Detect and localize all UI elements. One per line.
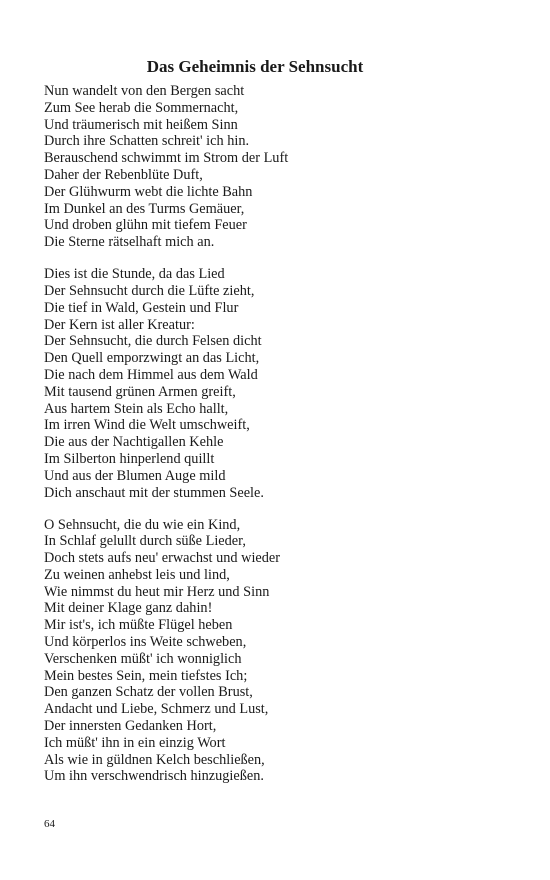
poem-line: Dies ist die Stunde, da das Lied [44, 266, 225, 283]
poem-line: Die nach dem Himmel aus dem Wald [44, 366, 258, 383]
poem-line: Um ihn verschwendrisch hinzugießen. [44, 768, 264, 785]
poem-line: Nun wandelt von den Bergen sacht [44, 83, 245, 99]
poem-line: Ich müßt' ihn in ein einzig Wort [44, 734, 226, 751]
poem-line: Den Quell emporzwingt an das Licht, [44, 350, 260, 367]
stanza [44, 517, 288, 786]
poem-line: Verschenken müßt' ich wonniglich [44, 650, 242, 667]
poem-line: Die tief in Wald, Gestein und Flur [44, 299, 239, 316]
poem-line: Die aus der Nachtigallen Kehle [44, 434, 224, 451]
poem-line: Im irren Wind die Welt umschweift, [44, 417, 250, 434]
poem-line: Den ganzen Schatz der vollen Brust, [44, 684, 253, 701]
poem-line: Die Sterne rätselhaft mich an. [44, 234, 215, 251]
poem-line: Zum See herab die Sommernacht, [44, 99, 239, 116]
poem-line: Andacht und Liebe, Schmerz und Lust, [44, 701, 269, 718]
poem-line: Als wie in güldnen Kelch beschließen, [44, 751, 265, 768]
poem-line: Mir ist's, ich müßte Flügel heben [44, 617, 233, 634]
poem-line: Berauschend schwimmt im Strom der Luft [44, 150, 289, 167]
poem-line: Dich anschaut mit der stummen Seele. [44, 484, 264, 501]
poem-line: Doch stets aufs neu' erwachst und wieder [44, 550, 281, 567]
poem-line: Im Silberton hinperlend quillt [44, 450, 215, 467]
poem-line: Und träumerisch mit heißem Sinn [44, 116, 238, 133]
poem-line: Im Dunkel an des Turms Gemäuer, [44, 200, 245, 217]
poem-body [44, 83, 288, 800]
poem-line: Aus hartem Stein als Echo hallt, [44, 400, 229, 417]
poem-line: Mein bestes Sein, mein tiefstes Ich; [44, 667, 248, 684]
poem-line: Daher der Rebenblüte Duft, [44, 166, 203, 183]
poem-line: In Schlaf gelullt durch süße Lieder, [44, 533, 246, 550]
poem-line: Und droben glühn mit tiefem Feuer [44, 217, 247, 234]
poem-line: Der Sehnsucht, die durch Felsen dicht [44, 333, 262, 350]
poem-line: O Sehnsucht, die du wie ein Kind, [44, 516, 241, 533]
stanza [44, 83, 288, 251]
poem-line: Wie nimmst du heut mir Herz und Sinn [44, 583, 270, 600]
poem-line: Durch ihre Schatten schreit' ich hin. [44, 133, 250, 150]
poem-line: Und aus der Blumen Auge mild [44, 467, 226, 484]
poem-line: Der Glühwurm webt die lichte Bahn [44, 183, 253, 200]
poem-line: Mit tausend grünen Armen greift, [44, 383, 236, 400]
poem-line: Der Kern ist aller Kreatur: [44, 316, 195, 333]
stanza [44, 266, 288, 501]
poem-line: Zu weinen anhebst leis und lind, [44, 566, 230, 583]
poem-line: Der Sehnsucht durch die Lüfte zieht, [44, 282, 255, 299]
page-number: 64 [44, 818, 55, 830]
poem-line: Und körperlos ins Weite schweben, [44, 634, 247, 651]
poem-line: Mit deiner Klage ganz dahin! [44, 600, 213, 617]
poem-title: Das Geheimnis der Sehnsucht [146, 57, 364, 76]
poem-line: Der innersten Gedanken Hort, [44, 718, 217, 735]
